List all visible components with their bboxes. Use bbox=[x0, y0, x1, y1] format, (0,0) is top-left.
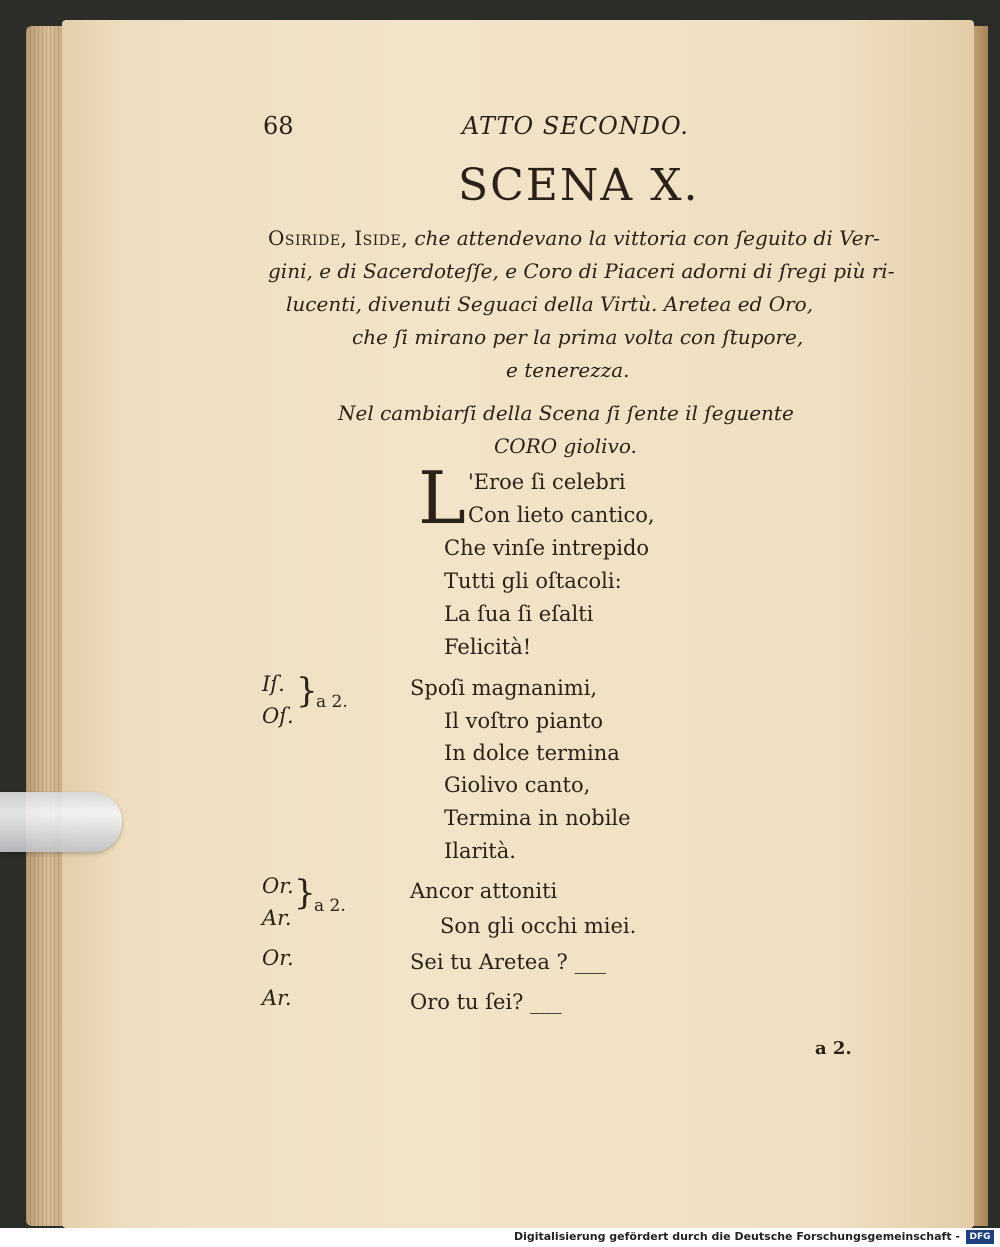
duet2-line-2: Son gli occhi miei. bbox=[440, 914, 637, 938]
coro-line-1: 'Eroe ſi celebri bbox=[468, 470, 626, 494]
coro-line-4: Tutti gli oſtacoli: bbox=[444, 569, 622, 593]
dfg-logo-icon: DFG bbox=[966, 1230, 994, 1244]
page-clip bbox=[0, 792, 122, 852]
intro-characters: Osiride, Iside, bbox=[268, 226, 409, 250]
catchword: a 2. bbox=[815, 1038, 852, 1059]
drop-cap: L bbox=[418, 456, 466, 540]
duet1-line-6: Ilarità. bbox=[444, 839, 516, 863]
coro-line-5: La ſua ſi eſalti bbox=[444, 602, 594, 626]
duet1-line-4: Giolivo canto, bbox=[444, 773, 591, 797]
coro-line-2: Con lieto cantico, bbox=[468, 503, 655, 527]
footer-credit: Digitalisierung gefördert durch die Deutsche Forschungsgemeinschaft - bbox=[513, 1230, 960, 1243]
speaker-oro-line: Or. bbox=[262, 946, 294, 970]
intro-line-4: che ſi mirano per la prima volta con ſtupore, bbox=[352, 325, 804, 349]
duet1-line-2: Il voſtro pianto bbox=[444, 709, 604, 733]
a2-marker: a 2. bbox=[316, 692, 348, 712]
coro-line-3: Che vinſe intrepido bbox=[444, 536, 650, 560]
dialogue-line-2: Oro tu ſei? ___ bbox=[410, 990, 562, 1014]
duet1-line-1: Spoſi magnanimi, bbox=[410, 676, 598, 700]
intro-line-5: e tenerezza. bbox=[506, 358, 630, 382]
duet2-line-1: Ancor attoniti bbox=[410, 879, 558, 903]
speaker-iside: Iſ. bbox=[262, 672, 285, 696]
scene-title: SCENA X. bbox=[458, 160, 700, 211]
duet1-line-5: Termina in nobile bbox=[444, 806, 631, 830]
footer-bar bbox=[0, 1228, 1000, 1247]
intro-line-3: lucenti, divenuti Seguaci della Virtù. Aretea ed Oro, bbox=[286, 292, 814, 316]
speaker-aretea-line: Ar. bbox=[262, 986, 292, 1010]
stage-direction-2: CORO giolivo. bbox=[494, 434, 637, 458]
a2-marker-2: a 2. bbox=[314, 896, 346, 916]
speaker-aretea: Ar. bbox=[262, 906, 292, 930]
running-head: ATTO SECONDO. bbox=[462, 112, 689, 140]
speaker-osiride: Oſ. bbox=[262, 704, 294, 728]
duet1-line-3: In dolce termina bbox=[444, 741, 620, 765]
dialogue-line-1: Sei tu Aretea ? ___ bbox=[410, 950, 606, 974]
stage-direction-1: Nel cambiarſi della Scena ſi ſente il ſeguente bbox=[338, 401, 794, 425]
intro-line-1-text: che attendevano la vittoria con ſeguito di Ver- bbox=[408, 226, 880, 250]
brace-icon: } bbox=[296, 671, 318, 711]
speaker-oro: Or. bbox=[262, 874, 294, 898]
page-number: 68 bbox=[263, 112, 294, 140]
brace-icon: } bbox=[294, 873, 316, 913]
coro-line-6: Felicità! bbox=[444, 635, 532, 659]
intro-line-2: gini, e di Sacerdoteſſe, e Coro di Piaceri adorni di ſregi più ri- bbox=[268, 259, 895, 283]
intro-line-1 bbox=[268, 226, 880, 250]
